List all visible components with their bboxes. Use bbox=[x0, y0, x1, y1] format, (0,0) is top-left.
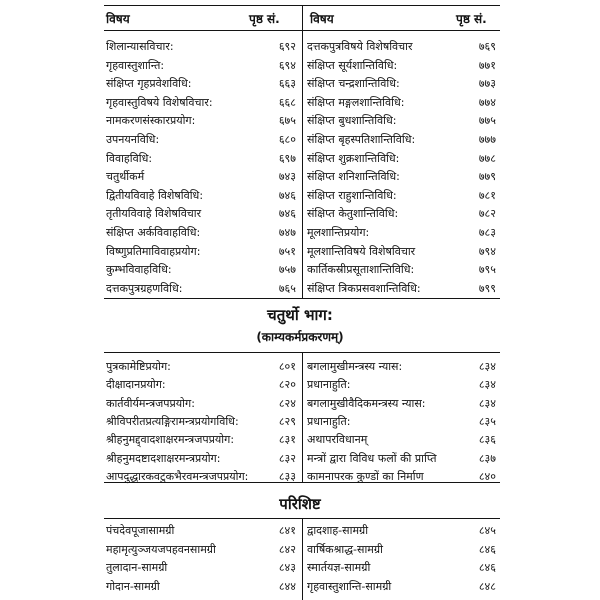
toc-entry-title: तुलादान-सामग्री bbox=[106, 561, 168, 575]
toc-entry-page: ७७९ bbox=[478, 170, 496, 184]
toc-entry bbox=[307, 431, 500, 449]
toc-entry-page: ७९५ bbox=[478, 263, 496, 277]
header-right-subject: विषय bbox=[310, 12, 334, 26]
section1-divider bbox=[302, 5, 303, 298]
toc-entry bbox=[106, 131, 300, 149]
toc-entry-page: ७७४ bbox=[478, 95, 496, 109]
toc-entry bbox=[307, 205, 500, 223]
toc-entry bbox=[307, 450, 500, 468]
toc-entry-page: ८४६ bbox=[478, 542, 496, 556]
toc-entry-page: ७६५ bbox=[278, 281, 296, 295]
toc-entry bbox=[307, 168, 500, 186]
toc-entry-page: ७७७ bbox=[478, 133, 496, 146]
toc-entry-title: प्रधानाहुति: bbox=[307, 378, 351, 392]
toc-entry-title: तृतीयविवाहे विशेषविचार bbox=[106, 207, 202, 221]
toc-entry bbox=[307, 578, 500, 596]
toc-entry bbox=[307, 358, 500, 376]
toc-entry-page: ८३१ bbox=[278, 433, 296, 447]
toc-entry bbox=[106, 358, 300, 376]
toc-entry bbox=[106, 243, 300, 261]
toc-entry-title: पंचदेवपूजासामग्री bbox=[106, 524, 175, 537]
toc-entry-page: ७४६ bbox=[278, 188, 296, 202]
toc-entry-title: संक्षिप्त राहुशान्तिविधि: bbox=[307, 188, 397, 202]
toc-entry-page: ७५१ bbox=[278, 244, 296, 258]
toc-entry-title: गृहवास्तुशान्ति-सामग्री bbox=[307, 579, 392, 593]
toc-entry-title: संक्षिप्त शनिशान्तिविधि: bbox=[307, 170, 400, 184]
toc-entry bbox=[307, 94, 500, 112]
toc-entry-page: ८४८ bbox=[478, 579, 496, 593]
toc-entry-title: कार्तवीर्यमन्त्रजपप्रयोग: bbox=[106, 396, 195, 410]
toc-entry-page: ७५७ bbox=[278, 263, 296, 277]
part4-title: चतुर्थो भाग: bbox=[267, 306, 333, 324]
toc-entry-page: ८३७ bbox=[478, 451, 496, 465]
toc-entry-title: संक्षिप्त सूर्यशान्तिविधि: bbox=[307, 58, 398, 72]
toc-entry-page: ८४३ bbox=[278, 561, 296, 575]
section1-bottom-rule bbox=[104, 298, 500, 299]
toc-entry bbox=[106, 578, 300, 596]
toc-entry-title: नामकरणसंस्कारप्रयोग: bbox=[106, 114, 196, 128]
toc-entry-title: दत्तकपुत्रग्रहणविधि: bbox=[106, 281, 183, 295]
toc-entry bbox=[307, 243, 500, 261]
toc-entry bbox=[307, 468, 500, 486]
part4-subtitle: (काम्यकर्मप्रकरणम्) bbox=[256, 330, 344, 344]
toc-entry-title: कुम्भविवाहविधि: bbox=[106, 263, 172, 277]
toc-entry bbox=[106, 541, 300, 559]
toc-entry-page: ६९२ bbox=[278, 40, 296, 53]
toc-entry bbox=[307, 261, 500, 279]
toc-entry-title: श्रीहनुमद्द्वादशाक्षरमन्त्रजपप्रयोग: bbox=[106, 433, 235, 447]
toc-entry-page: ७७८ bbox=[478, 151, 496, 165]
toc-entry bbox=[106, 94, 300, 112]
toc-entry-page: ८३४ bbox=[478, 396, 496, 410]
toc-entry bbox=[307, 112, 500, 130]
toc-entry-title: कार्तिकस्रीप्रसूताशान्तिविधि: bbox=[307, 263, 415, 277]
toc-entry-page: ७७१ bbox=[478, 58, 496, 72]
toc-entry bbox=[106, 395, 300, 413]
header-left-page: पृष्ठ सं. bbox=[249, 12, 280, 26]
toc-entry-page: ८३३ bbox=[278, 469, 296, 483]
toc-entry-title: श्रीविपरीतप्रत्यङ्गिरामन्त्रप्रयोगविधि: bbox=[106, 414, 239, 428]
appendix-divider bbox=[302, 518, 303, 600]
toc-entry-page: ८४२ bbox=[278, 542, 296, 556]
toc-entry-page: ८२० bbox=[278, 378, 296, 392]
toc-entry bbox=[106, 187, 300, 205]
toc-entry bbox=[106, 38, 300, 56]
toc-entry bbox=[307, 541, 500, 559]
toc-entry-title: विष्णुप्रतिमाविवाहप्रयोग: bbox=[106, 244, 201, 258]
toc-entry bbox=[307, 413, 500, 431]
toc-entry-page: ८३४ bbox=[478, 378, 496, 392]
toc-entry bbox=[106, 468, 300, 486]
toc-entry bbox=[106, 168, 300, 186]
toc-entry-page: ८०१ bbox=[278, 360, 296, 373]
toc-entry-page: ७९४ bbox=[478, 244, 496, 258]
toc-entry-title: संक्षिप्त मङ्गलशान्तिविधि: bbox=[307, 95, 405, 109]
toc-entry-page: ७४३ bbox=[278, 170, 296, 184]
toc-entry-page: ६७५ bbox=[278, 114, 296, 128]
toc-entry bbox=[106, 431, 300, 449]
toc-entry-page: ८३४ bbox=[478, 360, 496, 373]
toc-entry-page: ६९४ bbox=[278, 58, 296, 72]
toc-entry-title: संक्षिप्त अर्कविवाहविधि: bbox=[106, 226, 201, 239]
toc-entry bbox=[106, 57, 300, 75]
toc-entry bbox=[106, 559, 300, 577]
toc-entry bbox=[307, 376, 500, 394]
toc-entry-title: संक्षिप्त केतुशान्तिविधि: bbox=[307, 207, 399, 221]
toc-entry-title: आपदुद्धारकवटुकभैरवमन्त्रजपप्रयोग: bbox=[106, 469, 249, 483]
toc-entry bbox=[307, 57, 500, 75]
toc-entry-title: मूलशान्तिप्रयोग: bbox=[307, 226, 370, 239]
toc-entry-page: ७८२ bbox=[478, 207, 496, 221]
toc-entry-title: संक्षिप्त बृहस्पतिशान्तिविधि: bbox=[307, 133, 416, 146]
toc-entry-title: संक्षिप्त शुक्रशान्तिविधि: bbox=[307, 151, 400, 165]
toc-entry-page: ८३६ bbox=[478, 433, 496, 447]
toc-entry-title: दत्तकपुत्रविषये विशेषविचार bbox=[307, 40, 413, 53]
toc-entry-page: ८२९ bbox=[278, 414, 296, 428]
toc-entry-title: स्मार्तयज्ञ-सामग्री bbox=[307, 561, 371, 575]
toc-entry-title: गृहवास्तुविषये विशेषविचार: bbox=[106, 95, 213, 109]
header-left-subject: विषय bbox=[106, 12, 130, 26]
toc-entry-title: शिलान्यासविचार: bbox=[106, 40, 174, 53]
toc-entry bbox=[307, 224, 500, 242]
toc-entry-page: ६६३ bbox=[278, 77, 296, 91]
toc-entry-title: संक्षिप्त गृहप्रवेशविधि: bbox=[106, 77, 192, 91]
toc-entry bbox=[307, 522, 500, 540]
toc-entry bbox=[106, 261, 300, 279]
toc-entry-title: गृहवास्तुशान्ति: bbox=[106, 58, 165, 72]
toc-entry-page: ७४६ bbox=[278, 207, 296, 221]
toc-entry-title: पुत्रकामेष्टिप्रयोग: bbox=[106, 360, 171, 373]
toc-entry-page: ६९७ bbox=[278, 151, 296, 165]
toc-entry-page: ८२४ bbox=[278, 396, 296, 410]
toc-entry-title: द्वादशाह-सामग्री bbox=[307, 524, 369, 537]
toc-entry-page: ८४४ bbox=[278, 579, 296, 593]
part4-divider bbox=[302, 352, 303, 482]
toc-entry-page: ७४७ bbox=[278, 226, 296, 239]
toc-entry-page: ८४१ bbox=[278, 524, 296, 537]
toc-entry bbox=[307, 559, 500, 577]
toc-entry-page: ७९९ bbox=[478, 281, 496, 295]
toc-entry-page: ८४६ bbox=[478, 561, 496, 575]
toc-entry-title: गोदान-सामग्री bbox=[106, 579, 160, 593]
toc-entry-page: ८४५ bbox=[478, 524, 496, 537]
toc-entry bbox=[307, 131, 500, 149]
toc-entry bbox=[307, 150, 500, 168]
toc-entry bbox=[106, 75, 300, 93]
toc-entry bbox=[106, 224, 300, 242]
toc-entry bbox=[106, 522, 300, 540]
toc-entry-page: ८३५ bbox=[478, 414, 496, 428]
toc-entry-page: ७७५ bbox=[478, 114, 496, 128]
toc-entry-title: श्रीहनुमदष्टादशाक्षरमन्त्रप्रयोग: bbox=[106, 451, 221, 465]
toc-entry bbox=[307, 395, 500, 413]
toc-entry-title: कामनापरक कुण्डों का निर्माण bbox=[307, 469, 424, 483]
toc-entry-title: अथापरविधानम् bbox=[307, 433, 368, 447]
toc-entry-title: द्वितीयविवाहे विशेषविधि: bbox=[106, 188, 204, 202]
toc-entry bbox=[106, 450, 300, 468]
toc-entry-page: ७८१ bbox=[478, 188, 496, 202]
toc-entry bbox=[106, 112, 300, 130]
toc-entry bbox=[307, 280, 500, 298]
toc-entry-page: ८३२ bbox=[278, 451, 296, 465]
toc-entry-title: संक्षिप्त त्रिकप्रसवशान्तिविधि: bbox=[307, 281, 421, 295]
toc-entry-title: बगलामुखीवैदिकमन्त्रस्य न्यास: bbox=[307, 396, 426, 410]
toc-entry bbox=[106, 280, 300, 298]
toc-entry-title: चतुर्थीकर्म bbox=[106, 170, 145, 184]
header-right-page: पृष्ठ सं. bbox=[456, 12, 487, 26]
toc-entry-title: प्रधानाहुति: bbox=[307, 414, 351, 428]
toc-entry-title: बगलामुखीमन्त्रस्य न्यास: bbox=[307, 360, 403, 373]
toc-entry-title: महामृत्युञ्जयजपहवनसामग्री bbox=[106, 542, 216, 556]
toc-entry-page: ७६९ bbox=[478, 40, 496, 53]
toc-entry bbox=[106, 376, 300, 394]
toc-entry-title: संक्षिप्त चन्द्रशान्तिविधि: bbox=[307, 77, 400, 91]
toc-entry-title: मन्त्रों द्वारा विविध फलों की प्राप्ति bbox=[307, 451, 437, 465]
toc-entry bbox=[307, 38, 500, 56]
toc-entry-page: ८४० bbox=[478, 469, 496, 483]
toc-entry bbox=[307, 75, 500, 93]
toc-entry-page: ६८० bbox=[278, 133, 296, 146]
toc-entry bbox=[106, 205, 300, 223]
toc-entry bbox=[307, 187, 500, 205]
toc-entry bbox=[106, 413, 300, 431]
toc-entry bbox=[106, 150, 300, 168]
toc-entry-title: वार्षिकश्राद्ध-सामग्री bbox=[307, 542, 383, 556]
toc-entry-title: दीक्षादानप्रयोग: bbox=[106, 378, 166, 392]
toc-entry-title: मूलशान्तिविषये विशेषविचार bbox=[307, 244, 416, 258]
toc-entry-title: विवाहविधि: bbox=[106, 151, 153, 165]
toc-entry-page: ७७३ bbox=[478, 77, 496, 91]
toc-entry-page: ७८३ bbox=[478, 226, 496, 239]
toc-entry-title: उपनयनविधि: bbox=[106, 133, 160, 146]
toc-entry-page: ६६८ bbox=[278, 95, 296, 109]
appendix-title: परिशिष्ट bbox=[279, 495, 321, 513]
toc-entry-title: संक्षिप्त बुधशान्तिविधि: bbox=[307, 114, 397, 128]
